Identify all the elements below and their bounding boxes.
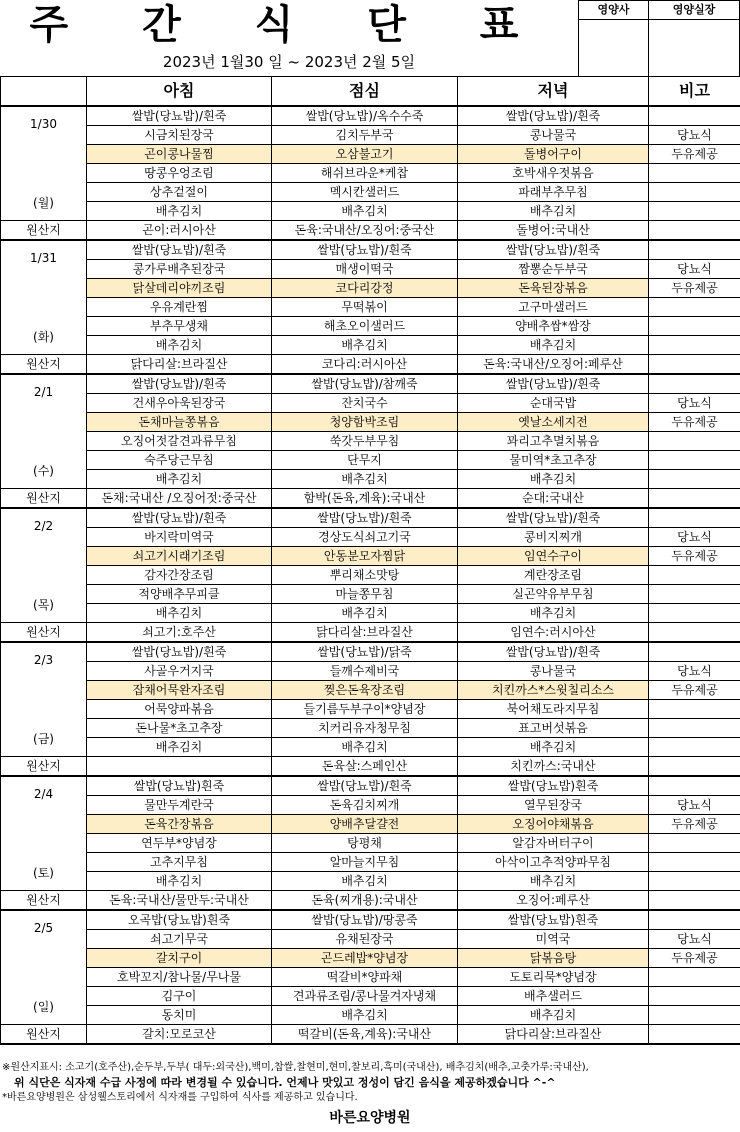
menu-row: [1, 260, 740, 279]
day-date-text: 2/3: [33, 653, 54, 667]
menu-row: [1, 432, 740, 451]
dinner-item: 짬뽕순두부국: [458, 260, 649, 279]
origin-item: [87, 757, 272, 777]
dinner-item: 배추샐러드: [458, 987, 649, 1006]
note-item: [649, 585, 740, 604]
origin-item: 쇠고기:호주산: [87, 623, 272, 643]
lunch-item: 마늘쫑무침: [272, 585, 458, 604]
day-date: [1, 642, 87, 719]
menu-row: [1, 834, 740, 853]
date-period: 2023년 1월30 일 ~ 2023년 2월 5일: [162, 53, 416, 71]
lunch-item: 쌀밥(당뇨밥)/참깨죽: [272, 374, 458, 394]
dinner-item: 배추김치: [458, 604, 649, 623]
menu-row: [1, 470, 740, 489]
menu-row: [1, 700, 740, 719]
day-date-text: 1/31: [30, 251, 57, 265]
header-lunch: 점심: [272, 77, 458, 107]
origin-item: 돈육:국내산/물만두:국내산: [87, 891, 272, 911]
lunch-item: 쌀밥(당뇨밥)/땅콩죽: [272, 910, 458, 930]
origin-note-empty: [649, 891, 740, 911]
menu-row: [1, 681, 740, 700]
menu-row: [1, 394, 740, 413]
breakfast-item: 잡채어묵완자조림: [87, 681, 272, 700]
lunch-item: 들깨수제비국: [272, 662, 458, 681]
lunch-item: 배추김치: [272, 604, 458, 623]
origin-label: 원산지: [1, 757, 87, 777]
note-item: [649, 738, 740, 757]
breakfast-item: 배추김치: [87, 336, 272, 355]
lunch-item: 쌀밥(당뇨밥)/흰죽: [272, 240, 458, 260]
lunch-item: 들기름두부구이*양념장: [272, 700, 458, 719]
lunch-item: 쌀밥(당뇨밥)/흰죽: [272, 508, 458, 528]
origin-item: 돌병어:국내산: [458, 221, 649, 241]
menu-row: [1, 451, 740, 470]
dinner-item: 쌀밥(당뇨밥)흰죽: [458, 910, 649, 930]
note-item: 당뇨식: [649, 796, 740, 815]
dinner-item: 닭볶음탕: [458, 949, 649, 968]
hospital-name: 바른요양병원: [329, 1110, 411, 1126]
breakfast-item: 숙주당근무침: [87, 451, 272, 470]
day-of-week: [1, 719, 87, 757]
origin-note-empty: [649, 489, 740, 509]
note-item: [649, 432, 740, 451]
breakfast-item: 쌀밥(당뇨밥)/흰죽: [87, 374, 272, 394]
breakfast-item: 상추겉절이: [87, 183, 272, 202]
note-item: [649, 1006, 740, 1025]
breakfast-item: 곤이콩나물찜: [87, 145, 272, 164]
origin-item: 돈육:국내산/오징어:페루산: [458, 355, 649, 375]
lunch-item: 단무지: [272, 451, 458, 470]
change-note: 위 식단은 식자재 수급 사정에 따라 변경될 수 있습니다. 언제나 맛있고 정성이 담긴 음식을 제공하겠습니다 ^-^: [14, 1076, 556, 1089]
lunch-item: 찢은돈육장조림: [272, 681, 458, 700]
note-item: 당뇨식: [649, 528, 740, 547]
day-date: [1, 374, 87, 451]
menu-row: [1, 240, 740, 260]
note-item: [649, 700, 740, 719]
dinner-item: 콩나물국: [458, 126, 649, 145]
note-item: [649, 374, 740, 394]
lunch-item: 곤드레밥*양념장: [272, 949, 458, 968]
breakfast-item: 배추김치: [87, 202, 272, 221]
dinner-item: 배추김치: [458, 470, 649, 489]
breakfast-item: 건새우아욱된장국: [87, 394, 272, 413]
note-item: 당뇨식: [649, 260, 740, 279]
menu-row: [1, 910, 740, 930]
day-date: [1, 240, 87, 317]
origin-item: 돈채:국내산 /오징어젓:중국산: [87, 489, 272, 509]
lunch-item: 견과류조림/콩나물겨자냉채: [272, 987, 458, 1006]
menu-row: [1, 738, 740, 757]
menu-row: [1, 202, 740, 221]
lunch-item: 쌀밥(당뇨밥)/닭죽: [272, 642, 458, 662]
day-of-week: [1, 451, 87, 489]
day-date-text: 2/1: [33, 385, 54, 399]
breakfast-item: 부추무생채: [87, 317, 272, 336]
day-of-week: [1, 585, 87, 623]
note-item: 당뇨식: [649, 662, 740, 681]
breakfast-item: 닭살데리야끼조림: [87, 279, 272, 298]
lunch-item: 떡갈비*양파채: [272, 968, 458, 987]
dinner-item: 미역국: [458, 930, 649, 949]
dinner-item: 아삭이고추적양파무침: [458, 853, 649, 872]
origin-item: 닭다리살:브라질산: [272, 623, 458, 643]
header-notes: 비고: [649, 77, 740, 107]
note-item: 두유제공: [649, 279, 740, 298]
menu-row: [1, 604, 740, 623]
breakfast-item: 쌀밥(당뇨밥)/흰죽: [87, 106, 272, 126]
menu-row: [1, 106, 740, 126]
breakfast-item: 우유계란찜: [87, 298, 272, 317]
day-date: [1, 508, 87, 585]
breakfast-item: 오곡밥(당뇨밥)흰죽: [87, 910, 272, 930]
breakfast-item: 배추김치: [87, 872, 272, 891]
dinner-item: 쌀밥(당뇨밥)흰죽: [458, 776, 649, 796]
lunch-item: 배추김치: [272, 872, 458, 891]
menu-row: [1, 949, 740, 968]
note-item: [649, 872, 740, 891]
menu-row: [1, 585, 740, 604]
menu-row: [1, 528, 740, 547]
breakfast-item: 쌀밥(당뇨밥)흰죽: [87, 776, 272, 796]
header-dinner: 저녁: [458, 77, 649, 107]
approval-head: [648, 0, 740, 77]
dinner-item: 쌀밥(당뇨밥)/흰죽: [458, 240, 649, 260]
dinner-item: 도토리묵*양념장: [458, 968, 649, 987]
dinner-item: 돈육된장볶음: [458, 279, 649, 298]
day-of-week: [1, 183, 87, 221]
breakfast-item: 갈치구이: [87, 949, 272, 968]
origin-note-empty: [649, 1025, 740, 1045]
lunch-item: 유채된장국: [272, 930, 458, 949]
origin-item: 코다리:러시아산: [272, 355, 458, 375]
dinner-item: 돌병어구이: [458, 145, 649, 164]
menu-row: [1, 719, 740, 738]
breakfast-item: 바지락미역국: [87, 528, 272, 547]
dinner-item: 호박새우젓볶음: [458, 164, 649, 183]
note-item: [649, 987, 740, 1006]
dinner-item: 옛날소세지전: [458, 413, 649, 432]
origin-item: 돈육:국내산/오징어:중국산: [272, 221, 458, 241]
origin-label: 원산지: [1, 623, 87, 643]
origin-label: 원산지: [1, 355, 87, 375]
note-item: [649, 910, 740, 930]
origin-item: 돈육살:스페인산: [272, 757, 458, 777]
origin-row: [1, 1025, 740, 1045]
dinner-item: 실곤약유부무침: [458, 585, 649, 604]
footer: [2, 1060, 738, 1126]
lunch-item: 배추김치: [272, 470, 458, 489]
dinner-item: 쌀밥(당뇨밥)/흰죽: [458, 374, 649, 394]
lunch-item: 치커리유자청무침: [272, 719, 458, 738]
breakfast-item: 돈채마늘쫑볶음: [87, 413, 272, 432]
day-date-text: 2/5: [33, 921, 54, 935]
breakfast-item: 어묵양파볶음: [87, 700, 272, 719]
breakfast-item: 호박꼬지/참나물/무나물: [87, 968, 272, 987]
header-breakfast: 아침: [87, 77, 272, 107]
breakfast-item: 배추김치: [87, 604, 272, 623]
menu-row: [1, 317, 740, 336]
breakfast-item: 쌀밥(당뇨밥)/흰죽: [87, 240, 272, 260]
origin-row: [1, 221, 740, 241]
origin-note-empty: [649, 355, 740, 375]
day-date-text: 2/2: [33, 519, 54, 533]
breakfast-item: 물만두계란국: [87, 796, 272, 815]
dinner-item: 콩비지찌개: [458, 528, 649, 547]
breakfast-item: 연두부*양념장: [87, 834, 272, 853]
dinner-item: 치킨까스*스윗칠리소스: [458, 681, 649, 700]
origin-item: 떡갈비(돈육,계육):국내산: [272, 1025, 458, 1045]
menu-row: [1, 145, 740, 164]
lunch-item: 해쉬브라운*케찹: [272, 164, 458, 183]
menu-row: [1, 987, 740, 1006]
dinner-item: 쌀밥(당뇨밥)/흰죽: [458, 508, 649, 528]
lunch-item: 코다리강정: [272, 279, 458, 298]
origin-label: 원산지: [1, 221, 87, 241]
day-date: [1, 776, 87, 853]
breakfast-item: 오징어젓갈견과류무침: [87, 432, 272, 451]
lunch-item: 잔치국수: [272, 394, 458, 413]
origin-label: 원산지: [1, 489, 87, 509]
dinner-item: 양배추쌈*쌈장: [458, 317, 649, 336]
origin-row: [1, 489, 740, 509]
dinner-item: 열무된장국: [458, 796, 649, 815]
purchase-note: *바른요양병원은 삼성웰스토리에서 식자재를 구입하여 식사를 제공하고 있습니다.: [2, 1092, 358, 1103]
dinner-item: 배추김치: [458, 738, 649, 757]
origin-note-empty: [649, 623, 740, 643]
note-item: 두유제공: [649, 547, 740, 566]
menu-row: [1, 853, 740, 872]
menu-row: [1, 930, 740, 949]
origin-row: [1, 757, 740, 777]
origin-item: 닭다리살:브라질산: [458, 1025, 649, 1045]
dinner-item: 배추김치: [458, 1006, 649, 1025]
menu-row: [1, 183, 740, 202]
dinner-item: 고구마샐러드: [458, 298, 649, 317]
note-item: [649, 164, 740, 183]
breakfast-item: 김구이: [87, 987, 272, 1006]
header-date: [1, 77, 87, 107]
origin-row: [1, 891, 740, 911]
day-of-week-text: (일): [33, 1000, 54, 1014]
breakfast-item: 돈육간장볶음: [87, 815, 272, 834]
dinner-item: 계란장조림: [458, 566, 649, 585]
origin-item: 함박(돈육,계육):국내산: [272, 489, 458, 509]
dinner-item: 쌀밥(당뇨밥)/흰죽: [458, 106, 649, 126]
lunch-item: 경상도식쇠고기국: [272, 528, 458, 547]
day-of-week: [1, 853, 87, 891]
menu-row: [1, 872, 740, 891]
menu-row: [1, 413, 740, 432]
note-item: 두유제공: [649, 949, 740, 968]
lunch-item: 배추김치: [272, 202, 458, 221]
breakfast-item: 동치미: [87, 1006, 272, 1025]
dinner-item: 표고버섯볶음: [458, 719, 649, 738]
dinner-item: 배추김치: [458, 872, 649, 891]
lunch-item: 오삼불고기: [272, 145, 458, 164]
lunch-item: 배추김치: [272, 1006, 458, 1025]
note-item: 당뇨식: [649, 394, 740, 413]
dinner-item: 꽈리고추멸치볶음: [458, 432, 649, 451]
dinner-item: 배추김치: [458, 202, 649, 221]
menu-row: [1, 126, 740, 145]
origin-row: [1, 623, 740, 643]
breakfast-item: 고추지무침: [87, 853, 272, 872]
dinner-item: 순대국밥: [458, 394, 649, 413]
lunch-item: 무떡볶이: [272, 298, 458, 317]
menu-row: [1, 642, 740, 662]
day-of-week-text: (토): [33, 866, 54, 880]
origin-item: 갈치:모로코산: [87, 1025, 272, 1045]
menu-table: [0, 76, 740, 1045]
origin-item: 치킨까스:국내산: [458, 757, 649, 777]
origin-label: 원산지: [1, 1025, 87, 1045]
lunch-item: 안동분모자찜닭: [272, 547, 458, 566]
day-of-week: [1, 987, 87, 1025]
breakfast-item: 쌀밥(당뇨밥)/흰죽: [87, 508, 272, 528]
menu-body: [1, 106, 740, 1044]
dinner-item: 콩나물국: [458, 662, 649, 681]
day-of-week-text: (목): [33, 598, 54, 612]
day-date: [1, 910, 87, 987]
lunch-item: 매생이떡국: [272, 260, 458, 279]
note-item: [649, 853, 740, 872]
lunch-item: 뿌리채소맛탕: [272, 566, 458, 585]
menu-row: [1, 547, 740, 566]
note-item: [649, 240, 740, 260]
menu-row: [1, 508, 740, 528]
origin-item: 오징어:페루산: [458, 891, 649, 911]
dinner-item: 배추김치: [458, 336, 649, 355]
menu-row: [1, 662, 740, 681]
note-item: 두유제공: [649, 681, 740, 700]
note-item: [649, 336, 740, 355]
origin-note-empty: [649, 757, 740, 777]
origin-row: [1, 355, 740, 375]
lunch-item: 청양함박조림: [272, 413, 458, 432]
note-item: [649, 508, 740, 528]
day-date-text: 1/30: [30, 117, 57, 131]
day-date-text: 2/4: [33, 787, 54, 801]
breakfast-item: 배추김치: [87, 470, 272, 489]
note-item: [649, 298, 740, 317]
dinner-item: 북어채도라지무침: [458, 700, 649, 719]
note-item: 두유제공: [649, 145, 740, 164]
note-item: [649, 566, 740, 585]
day-of-week-text: (화): [33, 330, 54, 344]
approval-dietitian-label: 영양사: [579, 1, 648, 20]
note-item: [649, 604, 740, 623]
breakfast-item: 시금치된장국: [87, 126, 272, 145]
dinner-item: 쌀밥(당뇨밥)/흰죽: [458, 642, 649, 662]
day-date: [1, 106, 87, 183]
breakfast-item: 적양배추무피클: [87, 585, 272, 604]
menu-row: [1, 776, 740, 796]
lunch-item: 탕평채: [272, 834, 458, 853]
lunch-item: 쌀밥(당뇨밥)/흰죽: [272, 776, 458, 796]
breakfast-item: 쇠고기시래기조림: [87, 547, 272, 566]
lunch-item: 배추김치: [272, 738, 458, 757]
dinner-item: 임연수구이: [458, 547, 649, 566]
origin-item: 순대:국내산: [458, 489, 649, 509]
lunch-item: 김치두부국: [272, 126, 458, 145]
lunch-item: 쑥갓두부무침: [272, 432, 458, 451]
menu-row: [1, 815, 740, 834]
note-item: [649, 317, 740, 336]
breakfast-item: 사골우거지국: [87, 662, 272, 681]
dinner-item: 알감자버터구이: [458, 834, 649, 853]
note-item: 두유제공: [649, 413, 740, 432]
lunch-item: 해초오이샐러드: [272, 317, 458, 336]
breakfast-item: 쇠고기무국: [87, 930, 272, 949]
breakfast-item: 쌀밥(당뇨밥)/흰죽: [87, 642, 272, 662]
note-item: 당뇨식: [649, 930, 740, 949]
menu-row: [1, 796, 740, 815]
menu-row: [1, 1006, 740, 1025]
note-item: [649, 834, 740, 853]
note-item: [649, 776, 740, 796]
menu-row: [1, 566, 740, 585]
note-item: [649, 719, 740, 738]
day-of-week: [1, 317, 87, 355]
dinner-item: 오징어야채볶음: [458, 815, 649, 834]
origin-item: 임연수:러시아산: [458, 623, 649, 643]
lunch-item: 알마늘지무침: [272, 853, 458, 872]
origin-item: 닭다리살:브라질산: [87, 355, 272, 375]
lunch-item: 돈육김치찌개: [272, 796, 458, 815]
day-of-week-text: (월): [33, 196, 54, 210]
breakfast-item: 감자간장조림: [87, 566, 272, 585]
lunch-item: 멕시칸샐러드: [272, 183, 458, 202]
menu-row: [1, 374, 740, 394]
note-item: [649, 451, 740, 470]
note-item: [649, 968, 740, 987]
approval-head-label: 영양실장: [649, 1, 739, 20]
note-item: 당뇨식: [649, 126, 740, 145]
menu-row: [1, 968, 740, 987]
breakfast-item: 돈나물*초고추장: [87, 719, 272, 738]
menu-row: [1, 279, 740, 298]
origin-note-empty: [649, 221, 740, 241]
origin-item: 돈육(찌개용):국내산: [272, 891, 458, 911]
note-item: [649, 470, 740, 489]
note-item: [649, 642, 740, 662]
day-of-week-text: (금): [33, 732, 54, 746]
lunch-item: 쌀밥(당뇨밥)/옥수수죽: [272, 106, 458, 126]
note-item: 두유제공: [649, 815, 740, 834]
menu-row: [1, 336, 740, 355]
lunch-item: 배추김치: [272, 336, 458, 355]
menu-row: [1, 298, 740, 317]
note-item: [649, 183, 740, 202]
origin-note: ※원산지표시: 소고기(호주산),순두부,두부( 대두:외국산),백미,찹쌀,찰현미,현미,찰보리,흑미(국내산), 배추김치(배추,고춧가루:국내산),: [2, 1062, 589, 1073]
breakfast-item: 콩가루배추된장국: [87, 260, 272, 279]
origin-item: 곤이:러시아산: [87, 221, 272, 241]
origin-label: 원산지: [1, 891, 87, 911]
note-item: [649, 106, 740, 126]
page-title: 주 간 식 단 표: [29, 2, 549, 48]
note-item: [649, 202, 740, 221]
breakfast-item: 땅콩우엉조림: [87, 164, 272, 183]
dinner-item: 파래부추무침: [458, 183, 649, 202]
menu-row: [1, 164, 740, 183]
header-row: [1, 77, 740, 107]
dinner-item: 물미역*초고추장: [458, 451, 649, 470]
approval-dietitian: [578, 0, 649, 77]
breakfast-item: 배추김치: [87, 738, 272, 757]
lunch-item: 양배추달걀전: [272, 815, 458, 834]
day-of-week-text: (수): [33, 464, 54, 478]
